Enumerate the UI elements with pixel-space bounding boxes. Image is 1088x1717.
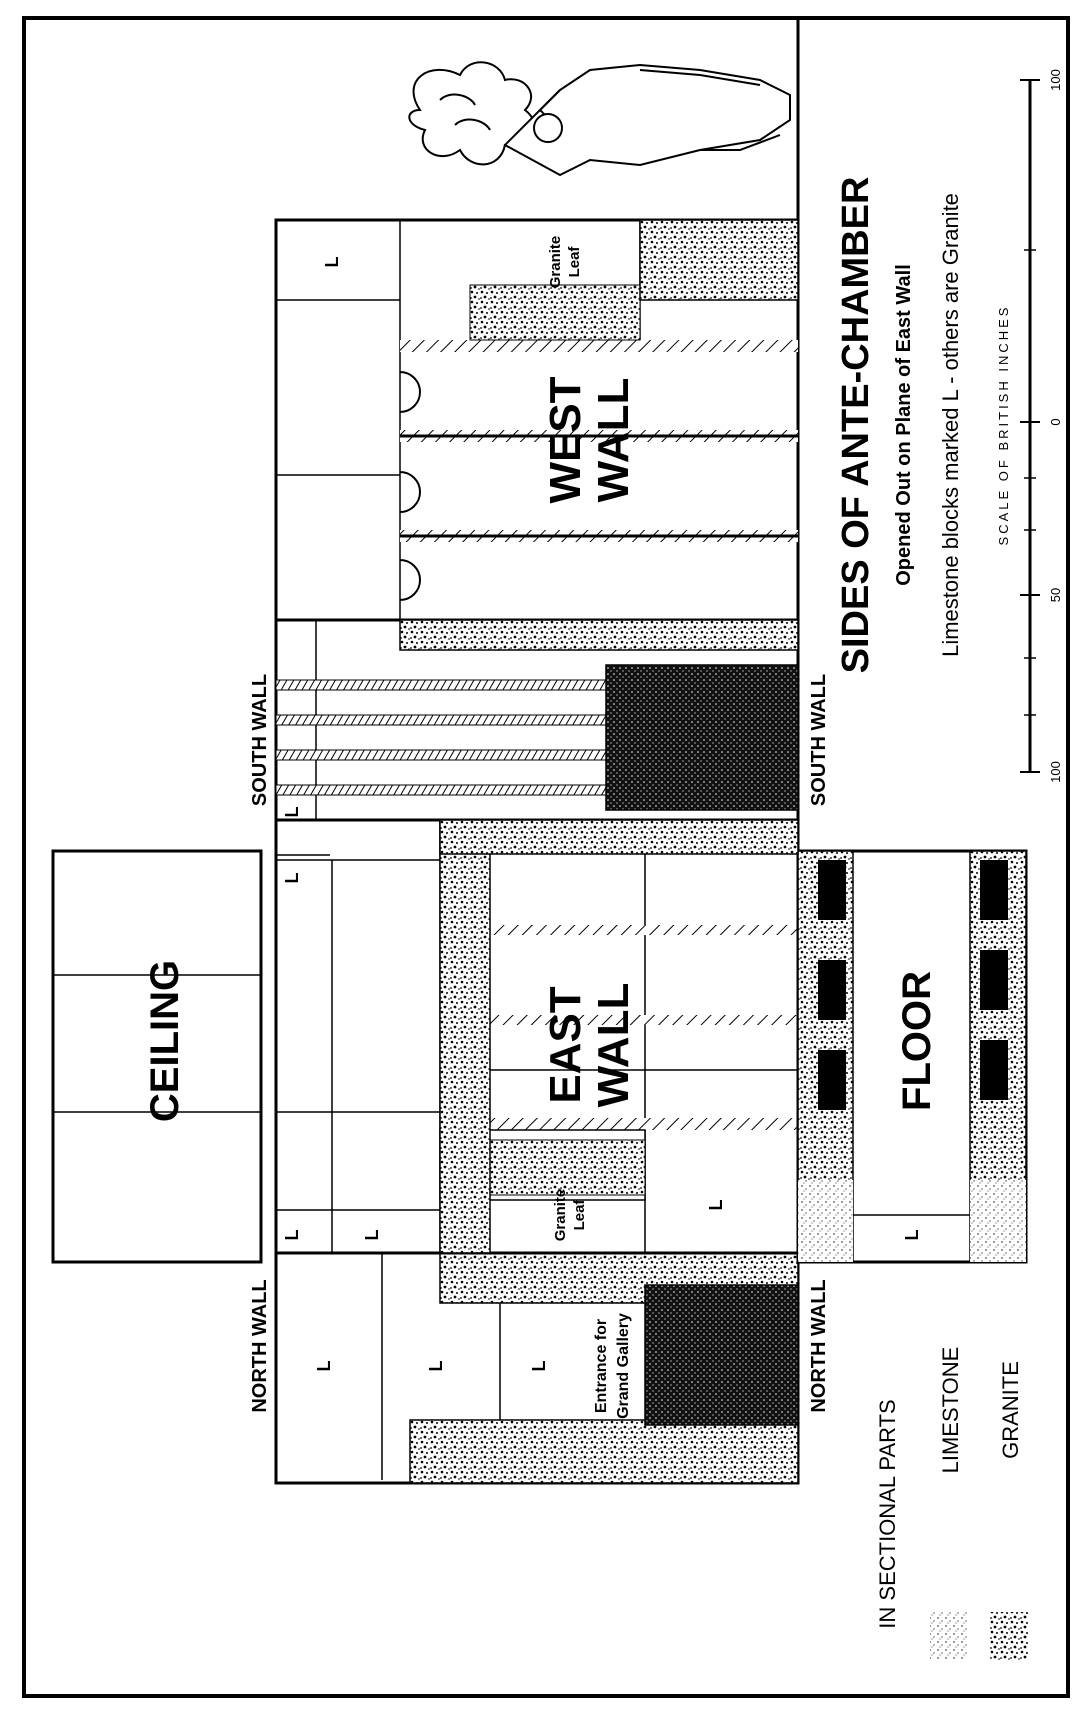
scale-tick-label: 50: [1048, 587, 1063, 603]
diagram-title: SIDES OF ANTE-CHAMBER: [835, 176, 877, 674]
west-wall-label: WEST: [541, 376, 590, 504]
granite-leaf-label: Granite: [547, 235, 564, 289]
floor-section: [798, 851, 1026, 1262]
limestone-mark: L: [362, 1229, 382, 1241]
granite-leaf-label: Leaf: [566, 246, 583, 278]
limestone-note: Limestone blocks marked L - others are Granite: [938, 193, 963, 657]
legend-heading: IN SECTIONAL PARTS: [875, 1399, 900, 1629]
granite-swatch: [990, 1612, 1028, 1660]
diagram-subtitle: Opened Out on Plane of East Wall: [893, 264, 915, 586]
south-wall-bottom-label: SOUTH WALL: [808, 673, 830, 807]
north-wall-section: [249, 1253, 830, 1483]
entrance-label: Entrance for: [593, 1318, 610, 1414]
scale-tick-label: 100: [1048, 761, 1063, 783]
limestone-mark: L: [282, 872, 302, 884]
limestone-swatch: [930, 1612, 968, 1660]
legend-item-granite: GRANITE: [998, 1361, 1023, 1459]
legend: [875, 1347, 1028, 1660]
limestone-mark: L: [426, 1360, 446, 1372]
granite-leaf-label: Granite: [552, 1188, 569, 1242]
limestone-mark: L: [314, 1360, 334, 1372]
limestone-mark: L: [902, 1229, 922, 1241]
east-wall-section: [276, 820, 798, 1253]
legend-item-limestone: LIMESTONE: [938, 1346, 963, 1474]
south-wall-top-label: SOUTH WALL: [249, 673, 271, 807]
limestone-mark: L: [282, 1229, 302, 1241]
figure-with-torch-illustration: [409, 20, 798, 220]
west-wall-label: WALL: [589, 377, 638, 503]
ceiling-label: CEILING: [143, 959, 187, 1123]
title-block: [835, 177, 963, 674]
scale-tick-label: 100: [1048, 69, 1063, 91]
granite-leaf-label: Leaf: [571, 1199, 588, 1231]
limestone-mark: L: [706, 1199, 726, 1211]
limestone-mark: L: [322, 256, 342, 268]
floor-label: FLOOR: [895, 971, 939, 1111]
east-wall-label: EAST: [541, 986, 590, 1104]
limestone-mark: L: [529, 1360, 549, 1372]
north-wall-top-label: NORTH WALL: [249, 1279, 271, 1413]
scale-caption: SCALE OF BRITISH INCHES: [996, 304, 1011, 546]
scale-bar: [996, 69, 1063, 783]
limestone-mark: L: [282, 806, 302, 818]
entrance-label: Grand Gallery: [615, 1313, 632, 1419]
north-wall-bottom-label: NORTH WALL: [808, 1279, 830, 1413]
scale-tick-label: 0: [1048, 418, 1063, 426]
west-wall-section: [276, 220, 798, 650]
ceiling-section: [53, 851, 261, 1262]
south-wall-section: [249, 620, 830, 855]
east-wall-label: WALL: [589, 982, 638, 1108]
grand-gallery-entrance: [645, 1285, 798, 1425]
